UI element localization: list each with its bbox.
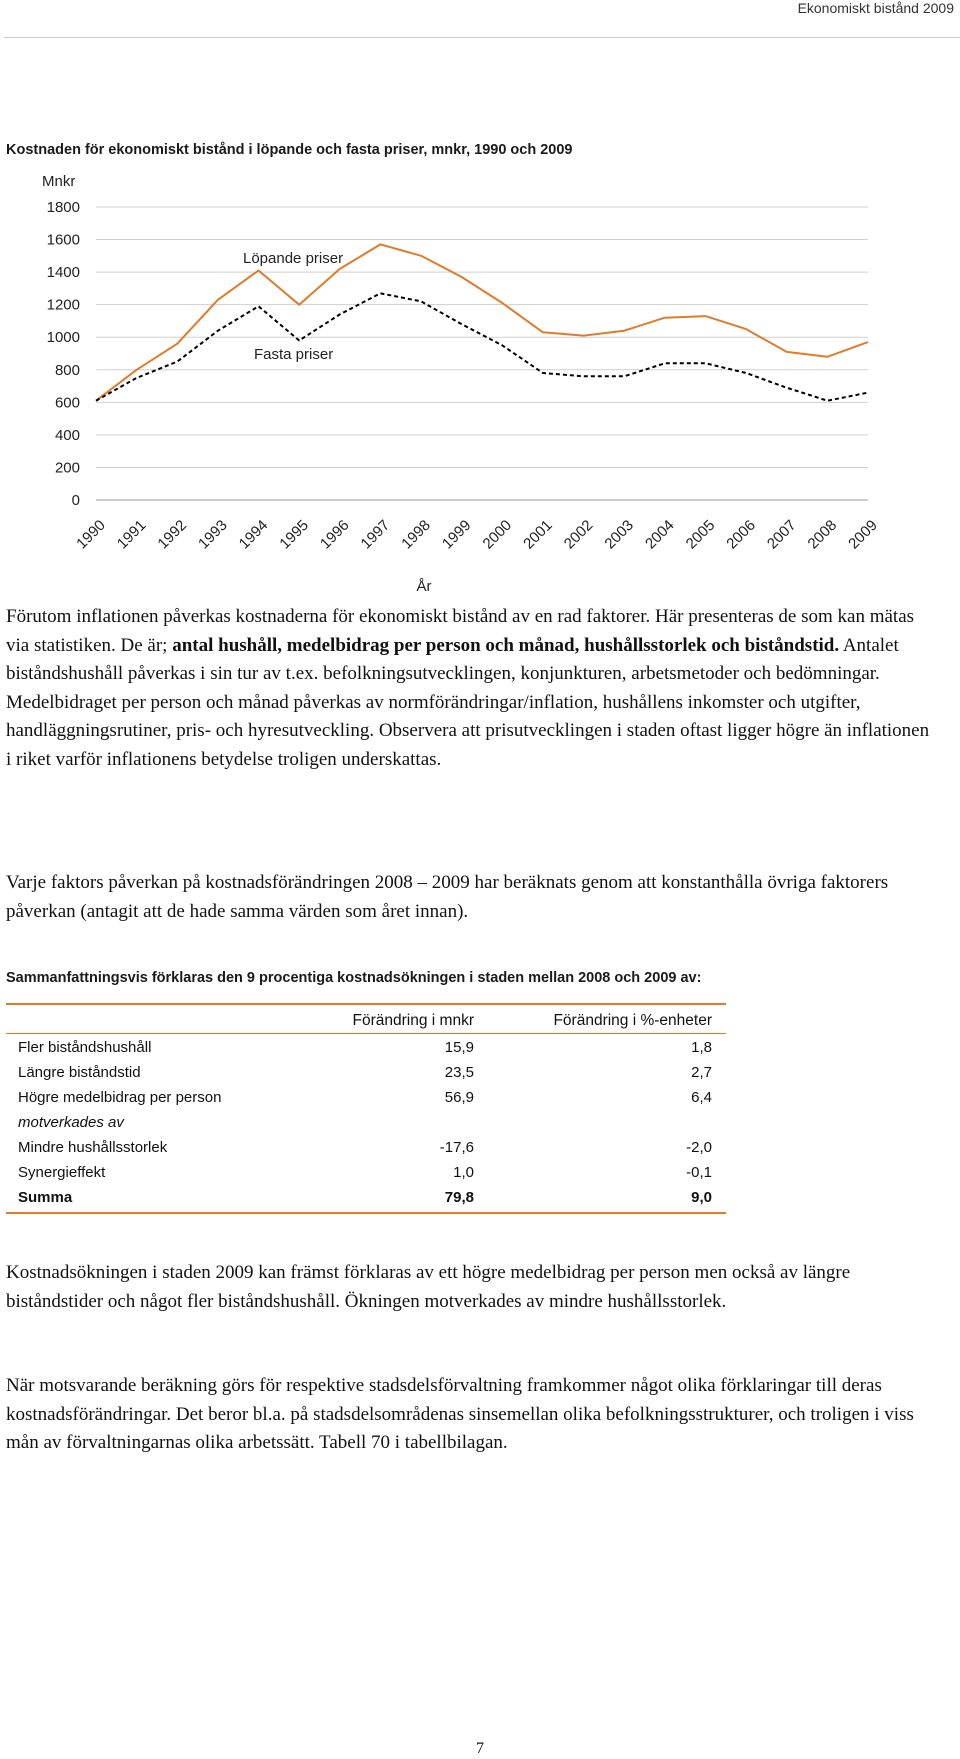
x-tick-label: 2004 (642, 516, 678, 553)
x-tick-label: 1993 (195, 516, 231, 553)
table-row: Fler biståndshushåll 15,9 1,8 (18, 1039, 712, 1056)
y-tick-label: 1200 (46, 296, 80, 314)
x-tick-label: 1991 (113, 516, 150, 553)
body-paragraph-4: När motsvarande beräkning görs för respektive stadsdelsförvaltning framkommer något olika förklaringar till deras kostnadsförändringar. Det beror bl.a. på stadsdelsområdenas sinsemellan olika befolkningsstrukturer, och troligen i viss mån av förvaltningarnas olika arbetssätt. Tabell 70 i tabellbilagan. (6, 1375, 914, 1453)
x-tick-label: 1999 (438, 516, 475, 553)
col-header-pct: Förändring i %-enheter (553, 1012, 712, 1029)
y-tick-label: 1000 (46, 329, 80, 347)
x-tick-label: 2000 (479, 516, 516, 553)
table-row: Högre medelbidrag per person 56,9 6,4 (18, 1089, 712, 1106)
x-axis-label: År (416, 578, 432, 595)
running-header: Ekonomiskt bistånd 2009 (797, 0, 954, 16)
table-header-row (6, 1009, 726, 1034)
x-tick-label: 2002 (560, 516, 597, 553)
x-axis-ticks (73, 517, 881, 553)
x-tick-label: 2008 (804, 516, 841, 553)
y-axis-ticks (47, 199, 80, 509)
x-tick-label: 2007 (763, 516, 800, 553)
series-line-fasta (96, 293, 868, 400)
y-tick-label: 1800 (46, 199, 80, 216)
y-axis-label: Mnkr (42, 173, 76, 190)
y-tick-label: 400 (54, 426, 80, 444)
col-header-mnkr: Förändring i mnkr (352, 1012, 474, 1029)
table-row-total: Summa 79,8 9,0 (18, 1189, 712, 1206)
table-header-rule (6, 1033, 726, 1034)
x-tick-label: 1996 (316, 516, 353, 553)
x-tick-label: 1994 (235, 516, 272, 553)
table-row: Mindre hushållsstorlek -17,6 -2,0 (18, 1139, 712, 1156)
y-tick-label: 0 (71, 492, 80, 509)
y-tick-label: 1600 (46, 231, 80, 249)
cost-line-chart (0, 0, 960, 600)
y-tick-label: 200 (54, 459, 80, 477)
table-bottom-rule (6, 1212, 726, 1214)
body-paragraph-3: Kostnadsökningen i staden 2009 kan främst förklaras av ett högre medelbidrag per person men också av längre biståndstider och något fler biståndshushåll. Ökningen motverkades av mindre hushållsstorlek. (6, 1262, 851, 1312)
body-paragraph-1: Förutom inflationen påverkas kostnaderna för ekonomiskt bistånd av en rad faktorer. Här presenteras de som kan mätas via statistiken. De är; antal hushåll, medelbidrag per person och månad, hushållsstorlek och biståndstid. Antalet biståndshushåll påverkas i sin tur av t.ex. befolkningsutvecklingen, konjunkturen, arbetsmetoder och bedömningar. Medelbidraget per person och månad påverkas av normförändringar/inflation, hushållens inkomster och utgifter, handläggningsrutiner, pris- och hyresutveckling. Observera att prisutvecklingen i staden oftast ligger högre än inflationen i riket varför inflationens betydelse troligen underskattas. (6, 606, 930, 770)
table-row: Synergieffekt 1,0 -0,1 (18, 1164, 712, 1181)
table-top-rule (6, 1003, 726, 1005)
chart-title: Kostnaden för ekonomiskt bistånd i löpande och fasta priser, mnkr, 1990 och 2009 (6, 142, 573, 158)
table-row: Längre biståndstid 23,5 2,7 (18, 1064, 712, 1081)
table-row: motverkades av (18, 1114, 124, 1131)
series-label-fasta: Fasta priser (254, 346, 334, 363)
x-tick-label: 1995 (276, 516, 312, 553)
y-tick-label: 600 (54, 394, 80, 412)
x-tick-label: 2006 (723, 516, 759, 553)
x-tick-label: 1997 (357, 516, 394, 553)
series-label-lopande: Löpande priser (243, 250, 344, 267)
y-tick-label: 800 (54, 361, 80, 379)
y-tick-label: 1400 (46, 264, 80, 282)
x-tick-label: 2003 (601, 516, 638, 553)
body-paragraph-2: Varje faktors påverkan på kostnadsförändringen 2008 – 2009 har beräknats genom att konstanthålla övriga faktorers påverkan (antagit att de hade samma värden som året innan). (6, 872, 889, 922)
page-number: 7 (476, 1740, 484, 1757)
series-line-lopande (96, 244, 868, 400)
x-tick-label: 2005 (682, 516, 719, 553)
x-tick-label: 2009 (845, 516, 881, 553)
summary-title: Sammanfattningsvis förklaras den 9 procentiga kostnadsökningen i staden mellan 2008 och 2009 av: (6, 970, 702, 986)
x-tick-label: 1990 (73, 516, 109, 553)
x-tick-label: 1992 (154, 516, 191, 553)
chart-series (96, 244, 868, 400)
x-tick-label: 1998 (398, 516, 434, 553)
chart-grid (96, 207, 868, 500)
x-tick-label: 2001 (520, 516, 556, 553)
